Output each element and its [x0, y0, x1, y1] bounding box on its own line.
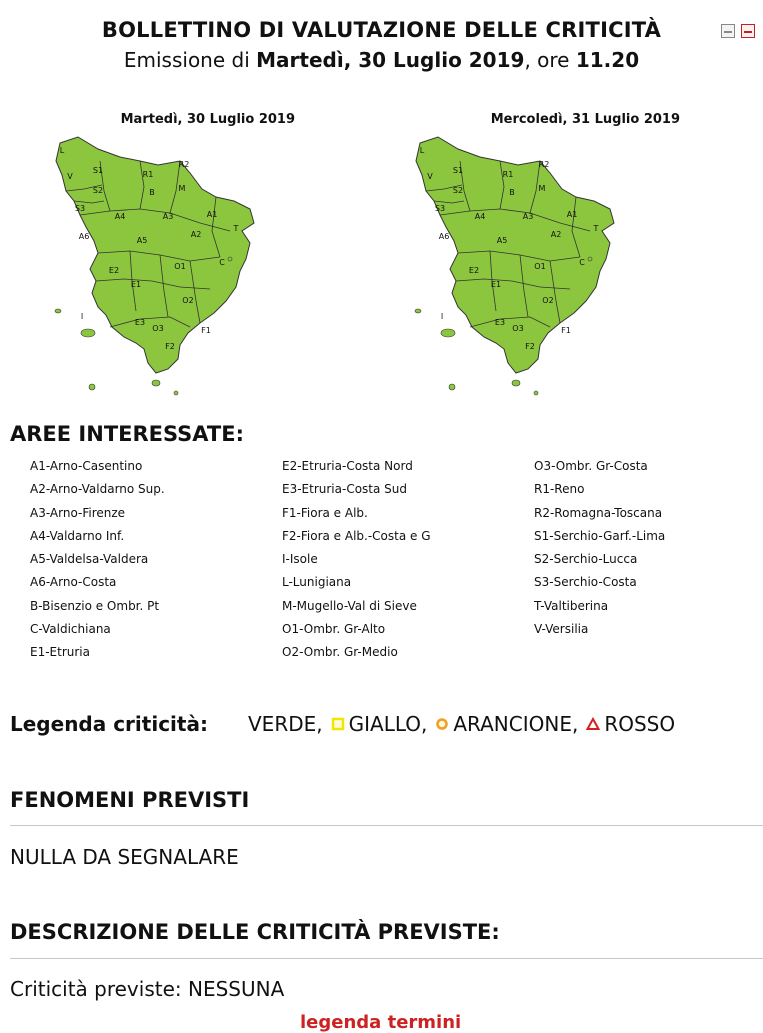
legend-giallo — [323, 712, 428, 736]
areas-list — [30, 458, 750, 668]
tuscany-map-day-1[interactable] — [40, 131, 290, 401]
zone-label: V — [427, 172, 433, 181]
zone-label: A4 — [114, 212, 126, 221]
zone-label: L — [419, 146, 425, 155]
zone-label: O1 — [534, 262, 546, 271]
descrizione-text: Criticità previste: NESSUNA — [10, 977, 285, 1001]
zone-label: E2 — [468, 266, 480, 275]
area-item: E1-Etruria — [30, 645, 90, 660]
zone-label: R1 — [502, 170, 514, 179]
island-shape — [512, 380, 520, 386]
legend-items — [248, 712, 675, 736]
zone-label: S3 — [434, 204, 446, 213]
zone-label: E1 — [130, 280, 142, 289]
area-item: M-Mugello-Val di Sieve — [282, 598, 417, 613]
legenda-termini-link[interactable]: legenda termini — [300, 1012, 462, 1033]
zone-label: F2 — [165, 342, 175, 351]
zone-label: F1 — [201, 326, 211, 335]
fenomeni-text: NULLA DA SEGNALARE — [10, 845, 239, 869]
zone-label: A2 — [550, 230, 562, 239]
zone-label: M — [538, 184, 546, 193]
zone-label: O3 — [512, 324, 524, 333]
yellow-square-icon — [331, 717, 345, 731]
zone-label: E3 — [494, 318, 506, 327]
zone-label: O3 — [152, 324, 164, 333]
area-item: A5-Valdelsa-Valdera — [30, 552, 149, 567]
zone-label: B — [149, 188, 155, 197]
zone-label: O1 — [174, 262, 186, 271]
island-shape — [441, 329, 455, 337]
legend-arancione — [427, 712, 578, 736]
area-item: B-Bisenzio e Ombr. Pt — [30, 598, 160, 613]
zone-label: R1 — [142, 170, 154, 179]
legend-rosso — [578, 712, 675, 736]
zone-label: I — [80, 312, 84, 321]
area-item: S3-Serchio-Costa — [534, 575, 637, 590]
legend-giallo-text: GIALLO, — [348, 712, 428, 736]
legend-verde-text: VERDE, — [248, 712, 323, 736]
zone-label: L — [59, 146, 65, 155]
page-title: BOLLETTINO DI VALUTAZIONE DELLE CRITICITÀ — [101, 18, 662, 42]
zone-label: S3 — [74, 204, 86, 213]
area-item: T-Valtiberina — [534, 598, 609, 613]
zone-label: S2 — [452, 186, 464, 195]
tuscany-region-shape — [56, 137, 254, 373]
zone-label: S1 — [92, 166, 104, 175]
orange-circle-icon — [435, 717, 449, 731]
emission-prefix: Emissione di — [123, 48, 257, 72]
area-item: A2-Arno-Valdarno Sup. — [30, 482, 165, 497]
pdf-icon[interactable] — [741, 24, 755, 38]
divider — [10, 825, 763, 826]
zone-label: T — [593, 224, 599, 233]
area-item: S2-Serchio-Lucca — [534, 552, 638, 567]
zone-label: R2 — [178, 160, 190, 169]
island-shape — [89, 384, 95, 390]
area-item: E3-Etruria-Costa Sud — [282, 482, 408, 497]
area-item: A4-Valdarno Inf. — [30, 528, 125, 543]
island-shape — [55, 309, 61, 313]
island-shape — [534, 391, 538, 395]
area-item: S1-Serchio-Garf.-Lima — [534, 528, 666, 543]
area-item: R1-Reno — [534, 482, 585, 497]
zone-label: I — [440, 312, 444, 321]
area-item: L-Lunigiana — [282, 575, 352, 590]
island-shape — [174, 391, 178, 395]
area-item: A1-Arno-Casentino — [30, 459, 143, 473]
emission-time: 11.20 — [575, 48, 640, 72]
divider — [10, 958, 763, 959]
area-item: F2-Fiora e Alb.-Costa e G — [282, 528, 431, 543]
zone-label: T — [233, 224, 239, 233]
zone-label: C — [579, 258, 585, 267]
zone-label: A6 — [438, 232, 450, 241]
island-shape — [152, 380, 160, 386]
island-shape — [449, 384, 455, 390]
area-item: O3-Ombr. Gr-Costa — [534, 459, 648, 473]
island-shape — [81, 329, 95, 337]
area-item: A6-Arno-Costa — [30, 575, 117, 590]
zone-label: F2 — [525, 342, 535, 351]
emission-line — [0, 48, 763, 72]
area-item: A3-Arno-Firenze — [30, 505, 126, 520]
legend-arancione-text: ARANCIONE, — [453, 712, 579, 736]
zone-label: C — [219, 258, 225, 267]
area-item: I-Isole — [282, 552, 318, 567]
zone-label: O2 — [542, 296, 554, 305]
map-day-2-label: Mercoledì, 31 Luglio 2019 — [490, 112, 680, 127]
area-item: O2-Ombr. Gr-Medio — [282, 645, 398, 660]
zone-label: M — [178, 184, 186, 193]
area-item: F1-Fiora e Alb. — [282, 505, 368, 520]
zone-label: B — [509, 188, 515, 197]
zone-label: V — [67, 172, 73, 181]
areas-col-3 — [534, 458, 750, 668]
map-day-1 — [40, 112, 340, 401]
area-item: O1-Ombr. Gr-Alto — [282, 622, 386, 637]
island-shape — [415, 309, 421, 313]
emission-date: Martedì, 30 Luglio 2019 — [256, 48, 525, 72]
area-item: R2-Romagna-Toscana — [534, 505, 663, 520]
area-item: E2-Etruria-Costa Nord — [282, 459, 413, 473]
zone-label: A6 — [78, 232, 90, 241]
map-day-2 — [400, 112, 700, 401]
zone-label: E2 — [108, 266, 120, 275]
zone-label: A1 — [206, 210, 218, 219]
legend-label: Legenda criticità: — [10, 712, 208, 736]
bulletin-header — [0, 18, 763, 72]
areas-col-1 — [30, 458, 282, 668]
zone-label: F1 — [561, 326, 571, 335]
zone-label: A2 — [190, 230, 202, 239]
descrizione-title: DESCRIZIONE DELLE CRITICITÀ PREVISTE: — [10, 920, 500, 944]
zone-label: A5 — [496, 236, 508, 245]
island-shape — [588, 257, 592, 261]
zone-label: O2 — [182, 296, 194, 305]
zone-label: S2 — [92, 186, 104, 195]
tuscany-map-day-2[interactable] — [400, 131, 650, 401]
emission-mid: , ore — [524, 48, 576, 72]
document-actions — [721, 24, 755, 38]
zone-label: R2 — [538, 160, 550, 169]
area-item: V-Versilia — [534, 622, 589, 637]
zone-label: A5 — [136, 236, 148, 245]
area-item: C-Valdichiana — [30, 622, 111, 637]
zone-label: S1 — [452, 166, 464, 175]
legend — [10, 712, 750, 736]
areas-col-2 — [282, 458, 534, 668]
zone-label: A3 — [162, 212, 174, 221]
tuscany-region-shape — [416, 137, 614, 373]
zone-label: E3 — [134, 318, 146, 327]
fenomeni-title: FENOMENI PREVISTI — [10, 788, 250, 812]
red-triangle-icon — [586, 717, 600, 731]
print-icon[interactable] — [721, 24, 735, 38]
island-shape — [228, 257, 232, 261]
zone-label: E1 — [490, 280, 502, 289]
zone-label: A4 — [474, 212, 486, 221]
legend-verde — [248, 712, 323, 736]
legend-rosso-text: ROSSO — [604, 712, 676, 736]
areas-title: AREE INTERESSATE: — [10, 422, 244, 446]
map-day-1-label: Martedì, 30 Luglio 2019 — [120, 112, 295, 127]
zone-label: A1 — [566, 210, 578, 219]
zone-label: A3 — [522, 212, 534, 221]
